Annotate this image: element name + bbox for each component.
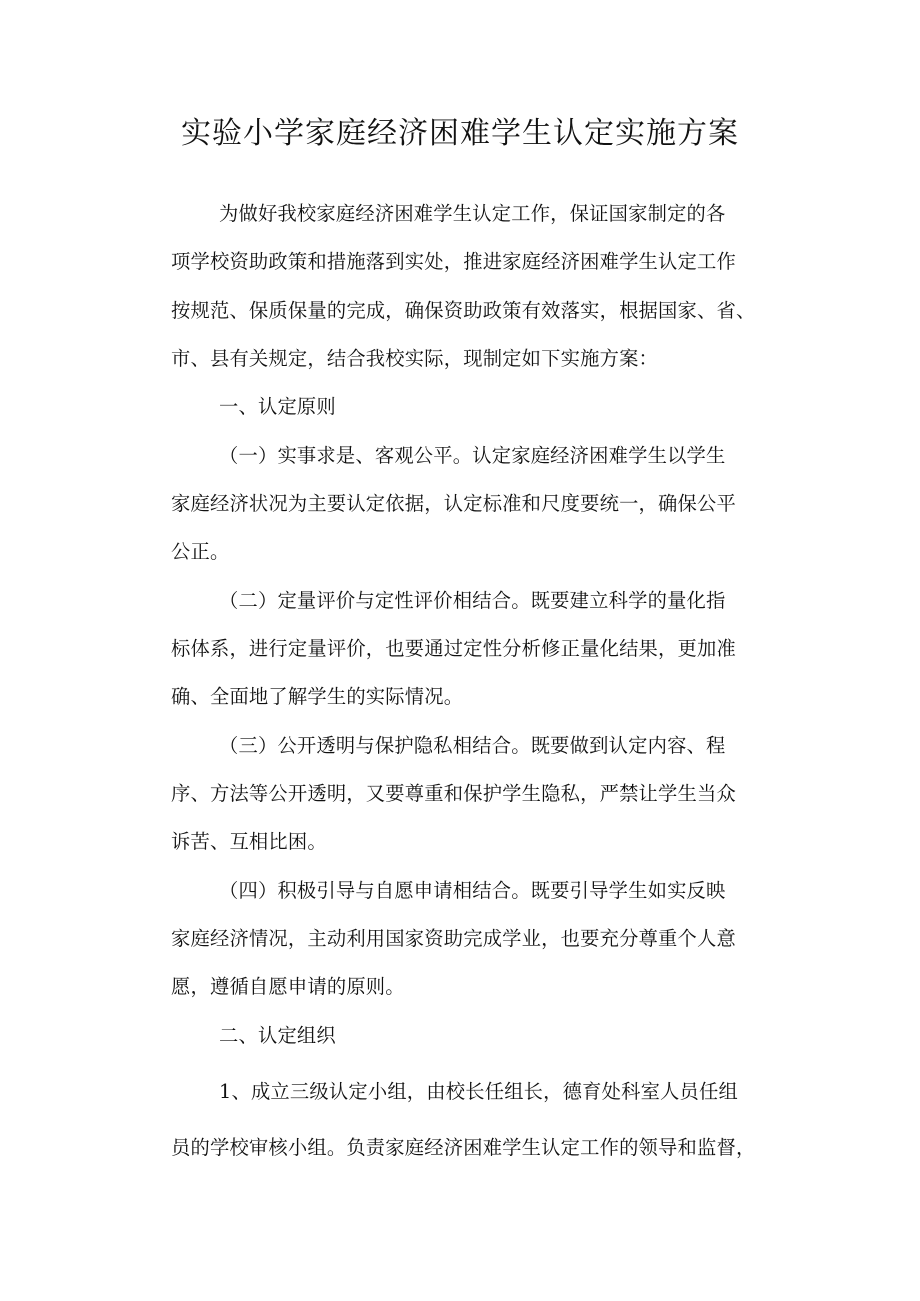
section-heading: 二、认定组织: [219, 1024, 336, 1047]
paragraph-line: 为做好我校家庭经济困难学生认定工作，保证国家制定的各: [219, 202, 726, 225]
paragraph-line: （三）公开透明与保护隐私相结合。既要做到认定内容、程: [219, 734, 726, 757]
paragraph-line: 项学校资助政策和措施落到实处，推进家庭经济困难学生认定工作: [171, 250, 736, 273]
paragraph-line: （二）定量评价与定性评价相结合。既要建立科学的量化指: [219, 589, 726, 612]
paragraph-line: 1、成立三级认定小组，由校长任组长，德育处科室人员任组: [219, 1080, 738, 1103]
paragraph-line: 诉苦、互相比困。: [171, 830, 327, 853]
paragraph-line: 公正。: [171, 540, 230, 563]
section-heading: 一、认定原则: [219, 395, 336, 418]
paragraph-line: （一）实事求是、客观公平。认定家庭经济困难学生以学生: [219, 444, 726, 467]
paragraph-line: 确、全面地了解学生的实际情况。: [171, 685, 464, 708]
paragraph-line: 家庭经济状况为主要认定依据，认定标准和尺度要统一，确保公平: [171, 492, 736, 515]
document-title: 实验小学家庭经济困难学生认定实施方案: [181, 116, 739, 151]
paragraph-line: 序、方法等公开透明，又要尊重和保护学生隐私，严禁让学生当众: [171, 782, 736, 805]
paragraph-line: 愿，遵循自愿申请的原则。: [171, 975, 405, 998]
paragraph-line: 家庭经济情况，主动利用国家资助完成学业，也要充分尊重个人意: [171, 927, 736, 950]
paragraph-line: （四）积极引导与自愿申请相结合。既要引导学生如实反映: [219, 879, 726, 902]
paragraph-line: 市、县有关规定，结合我校实际，现制定如下实施方案：: [171, 347, 659, 370]
paragraph-line: 按规范、保质保量的完成，确保资助政策有效落实，根据国家、省、: [171, 299, 756, 322]
paragraph-line: 员的学校审核小组。负责家庭经济困难学生认定工作的领导和监督，: [171, 1136, 756, 1159]
paragraph-line: 标体系，进行定量评价，也要通过定性分析修正量化结果，更加准: [171, 637, 736, 660]
